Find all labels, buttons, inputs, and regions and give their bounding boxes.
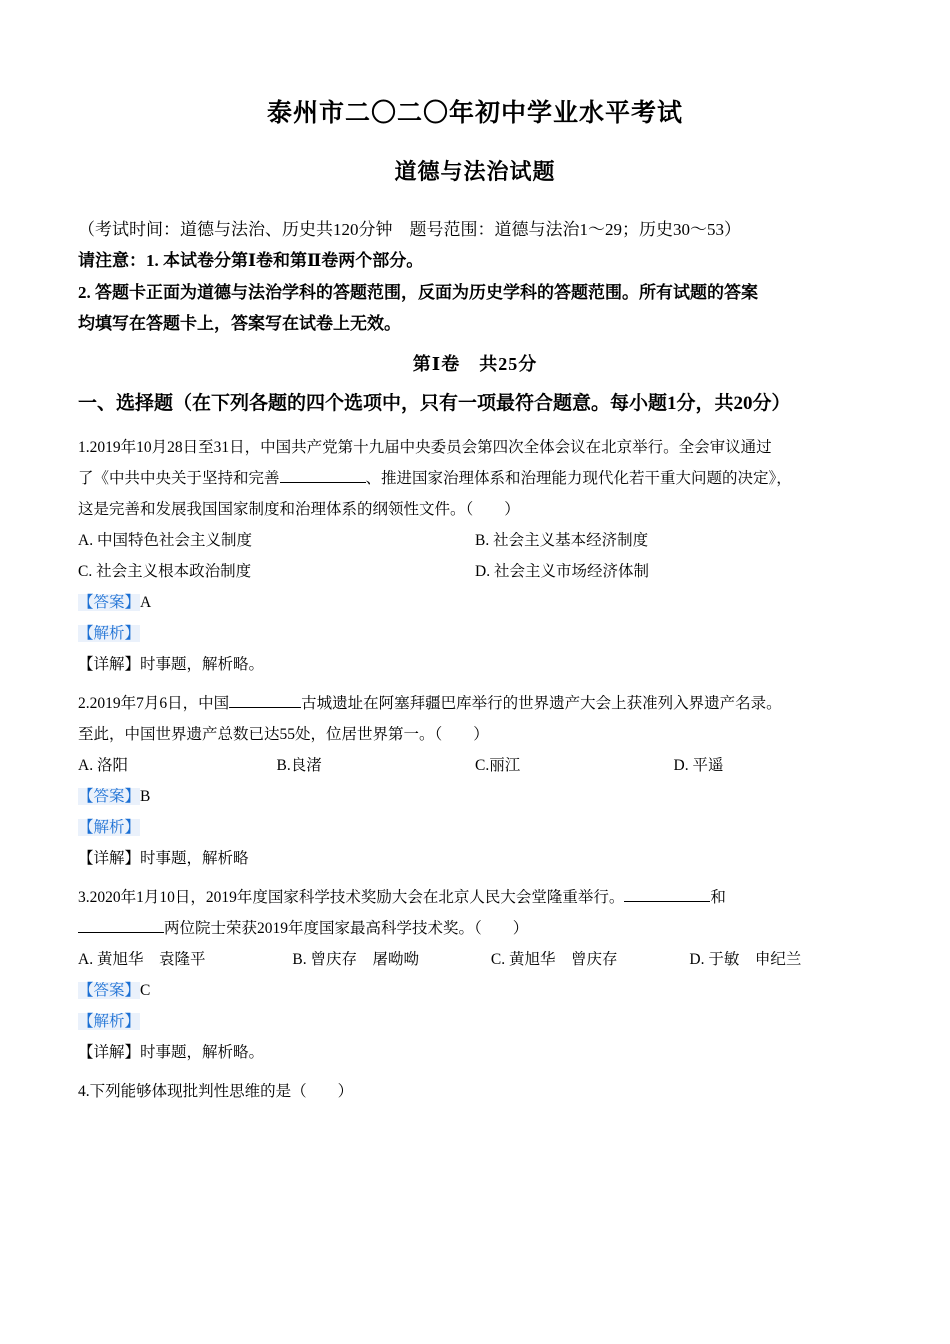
option-d[interactable]: D. 平遥 bbox=[673, 757, 724, 775]
option-c[interactable]: C.丽江 bbox=[475, 757, 521, 775]
question-1-line-3: 这是完善和发展我国国家制度和治理体系的纲领性文件。（ ） bbox=[78, 501, 520, 519]
question-1-answer bbox=[78, 587, 872, 618]
question-1-options-row-1 bbox=[78, 525, 872, 556]
question-block-3 bbox=[78, 882, 872, 1068]
question-2-line-1 bbox=[78, 688, 872, 719]
question-block-2 bbox=[78, 688, 872, 874]
question-2-line-1-text-b: 古城遗址在阿塞拜疆巴库举行的世界遗产大会上获准列入界遗产名录。 bbox=[301, 695, 782, 713]
question-3-options bbox=[78, 944, 872, 975]
option-c[interactable]: C. 社会主义根本政治制度 bbox=[78, 563, 252, 581]
question-1-detail bbox=[78, 649, 872, 680]
question-1-line-1: 1.2019年10月28日至31日，中国共产党第十九届中央委员会第四次全体会议在北京举行。全会审议通过 bbox=[78, 439, 772, 457]
exam-info-line-2: 请注意：1. 本试卷分第Ⅰ卷和第Ⅱ卷两个部分。 bbox=[78, 251, 424, 271]
detail-text: 时事题，解析略。 bbox=[140, 1044, 265, 1062]
question-3-line-1-text-b: 和 bbox=[710, 889, 726, 907]
question-2-options bbox=[78, 750, 872, 781]
detail-tag: 【详解】 bbox=[78, 1044, 141, 1062]
question-block-4 bbox=[78, 1076, 872, 1107]
section-heading-multiple-choice: 一、选择题（在下列各题的四个选项中，只有一项最符合题意。每小题1分，共20分） bbox=[78, 392, 791, 414]
detail-text: 时事题，解析略 bbox=[140, 850, 249, 868]
option-c[interactable]: C. 黄旭华 曾庆存 bbox=[490, 951, 618, 969]
question-3-analysis bbox=[78, 1006, 872, 1037]
answer-value: A bbox=[140, 594, 152, 612]
question-1-line-2-text-b: 、推进国家治理体系和治理能力现代化若干重大问题的决定》， bbox=[365, 470, 792, 488]
option-b[interactable]: B.良渚 bbox=[276, 757, 322, 775]
answer-tag: 【答案】 bbox=[78, 594, 141, 612]
question-2-line-2: 至此，中国世界遗产总数已达55处，位居世界第一。（ ） bbox=[78, 726, 489, 744]
fill-blank bbox=[280, 468, 366, 483]
question-2-answer bbox=[78, 781, 872, 812]
analysis-tag: 【解析】 bbox=[78, 1013, 141, 1031]
answer-tag: 【答案】 bbox=[78, 982, 141, 1000]
question-3-line-2-text: 两位院士荣获2019年度国家最高科学技术奖。（ ） bbox=[164, 920, 529, 938]
option-b[interactable]: B. 社会主义基本经济制度 bbox=[475, 532, 649, 550]
detail-tag: 【详解】 bbox=[78, 656, 141, 674]
question-4-line-1: 4.下列能够体现批判性思维的是（ ） bbox=[78, 1083, 354, 1101]
page-title: 泰州市二〇二〇年初中学业水平考试 bbox=[266, 100, 683, 127]
fill-blank bbox=[624, 887, 710, 902]
part-title: 第Ⅰ卷 共25分 bbox=[412, 353, 538, 374]
option-d[interactable]: D. 社会主义市场经济体制 bbox=[475, 563, 649, 581]
question-3-detail bbox=[78, 1037, 872, 1068]
question-1-line-2-text-a: 了《中共中央关于坚持和完善 bbox=[78, 470, 280, 488]
question-1-line-2 bbox=[78, 463, 872, 494]
detail-tag: 【详解】 bbox=[78, 850, 141, 868]
question-3-line-1 bbox=[78, 882, 872, 913]
option-b[interactable]: B. 曾庆存 屠呦呦 bbox=[292, 951, 419, 969]
question-2-analysis bbox=[78, 812, 872, 843]
analysis-tag: 【解析】 bbox=[78, 819, 141, 837]
question-1-analysis bbox=[78, 618, 872, 649]
exam-info-line-1: （考试时间：道德与法治、历史共120分钟 题号范围：道德与法治1～29；历史30～53） bbox=[78, 219, 741, 239]
answer-value: C bbox=[140, 982, 151, 1000]
answer-tag: 【答案】 bbox=[78, 788, 141, 806]
question-3-answer bbox=[78, 975, 872, 1006]
question-block-1 bbox=[78, 432, 872, 680]
answer-value: B bbox=[140, 788, 151, 806]
option-a[interactable]: A. 洛阳 bbox=[78, 757, 128, 775]
analysis-tag: 【解析】 bbox=[78, 625, 141, 643]
question-3-line-1-text-a: 3.2020年1月10日，2019年度国家科学技术奖励大会在北京人民大会堂隆重举行。 bbox=[78, 889, 625, 907]
option-a[interactable]: A. 中国特色社会主义制度 bbox=[78, 532, 252, 550]
question-3-line-2 bbox=[78, 913, 872, 944]
option-d[interactable]: D. 于敏 申纪兰 bbox=[689, 951, 802, 969]
exam-info-line-4: 均填写在答题卡上，答案写在试卷上无效。 bbox=[78, 314, 401, 334]
question-2-detail bbox=[78, 843, 872, 874]
option-a[interactable]: A. 黄旭华 袁隆平 bbox=[78, 951, 206, 969]
question-1-options-row-2 bbox=[78, 556, 872, 587]
detail-text: 时事题，解析略。 bbox=[140, 656, 265, 674]
page-subtitle: 道德与法治试题 bbox=[394, 159, 556, 184]
fill-blank bbox=[229, 693, 301, 708]
fill-blank bbox=[78, 918, 164, 933]
question-2-line-1-text-a: 2.2019年7月6日，中国 bbox=[78, 695, 230, 713]
exam-info-line-3: 2. 答题卡正面为道德与法治学科的答题范围，反面为历史学科的答题范围。所有试题的答案 bbox=[78, 282, 758, 302]
